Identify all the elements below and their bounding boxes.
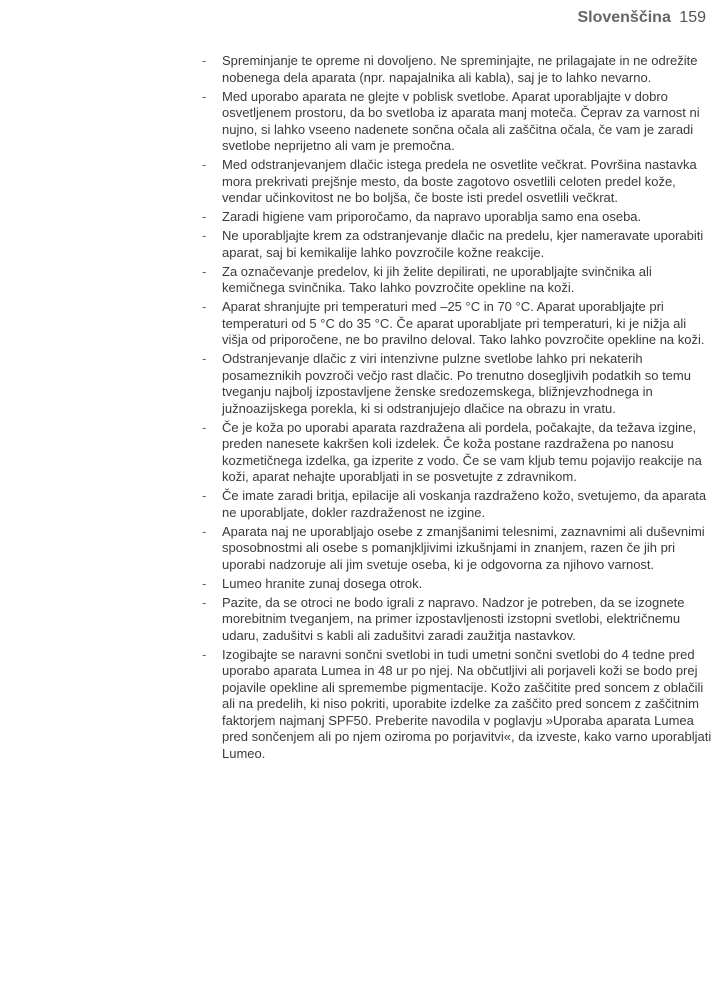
bullet: -: [202, 523, 207, 539]
list-item-text: Odstranjevanje dlačic z viri intenzivne pulzne svetlobe lahko pri nekaterih posameznikih povzroči večjo rast dlačic. Po trenutno dosegljivih podatkih so temu tveganju najbolj izpostavljene ženske sredozemskega, bližnjevzhodnega in južnoazijskega porekla, ki si odstranjujejo dlačice na obrazu in vratu.: [222, 351, 691, 416]
list-item: [200, 264, 712, 297]
list-item: [200, 157, 712, 207]
list-item-text: Če imate zaradi britja, epilacije ali voskanja razdraženo kožo, svetujemo, da aparata ne uporabljate, dokler razdraženost ne izgine.: [222, 488, 707, 520]
list-item: [200, 576, 712, 593]
bullet: -: [202, 488, 207, 503]
bullet: -: [202, 157, 207, 172]
list-item-text: Spreminjanje te opreme ni dovoljeno. Ne spreminjajte, ne prilagajate in ne odrežite nobenega dela aparata (npr. napajalnika ali kabla), saj je to lahko nevarno.: [222, 53, 698, 85]
list-item: [200, 524, 712, 574]
language-title: Slovenščina: [577, 9, 671, 26]
list-item-text: Aparat shranjujte pri temperaturi med –25 °C in 70 °C. Aparat uporabljajte pri temperaturi od 5 °C do 35 °C. Če aparat uporabljate pri temperaturi, ki je nižja ali višja od priporočene, ne bo pravilno deloval. Tako lahko povzročite opekline na koži.: [222, 299, 705, 347]
page-number: 159: [679, 9, 706, 26]
bullet: -: [202, 646, 207, 662]
list-item-text: Pazite, da se otroci ne bodo igrali z napravo. Nadzor je potreben, da se izognete morebitnim tveganjem, na primer izpostavljenosti izstopni svetlobi, električnemu udaru, zadušitvi s kabli ali zadušitvi zaradi zaužitja nastavkov.: [222, 594, 685, 643]
page-header: [577, 9, 706, 27]
list-item-text: Med uporabo aparata ne glejte v poblisk svetlobe. Aparat uporabljajte v dobro osvetljenem prostoru, da bo svetloba iz aparata manj moteča. Čeprav za varnost ni nujno, si lahko vseeno nadenete sončna očala ali zaščitna očala, če vam je zaradi svetlobe neprijetno ali vam je premočna.: [222, 88, 700, 153]
list-item-text: Zaradi higiene vam priporočamo, da napravo uporablja samo ena oseba.: [222, 209, 642, 224]
list-item-text: Lumeo hranite zunaj dosega otrok.: [222, 575, 423, 591]
list-item: [200, 228, 712, 261]
list-item: [200, 299, 712, 349]
bullet: -: [202, 299, 207, 314]
bullet: -: [202, 351, 207, 366]
list-item: [200, 351, 712, 417]
bullet: -: [202, 263, 207, 279]
list-item-text: Aparata naj ne uporabljajo osebe z zmanjšanimi telesnimi, zaznavnimi ali duševnimi sposobnostmi ali osebe s pomanjkljivimi izkušnjami in znanjem, razen če jih pri uporabi nadzoruje ali jim svetuje oseba, ki je odgovorna za njihovo varnost.: [222, 523, 705, 572]
list-item: [200, 53, 712, 86]
list-item: [200, 420, 712, 486]
list-item-text: Če je koža po uporabi aparata razdražena ali pordela, počakajte, da težava izgine, preden nanesete kakršen koli izdelek. Če koža postane razdražena po nanosu kozmetičnega izdelka, ga izperite z vodo. Če se vam kljub temu pojavijo reakcije na koži, aparat nehajte uporabljati in se posvetujte z zdravnikom.: [222, 419, 702, 484]
list-item: [200, 209, 712, 226]
list-item-text: Za označevanje predelov, ki jih želite depilirati, ne uporabljajte svinčnika ali kemičnega svinčnika. Tako lahko povzročite opekline na koži.: [222, 263, 652, 295]
list-item: [200, 488, 712, 521]
bullet: -: [202, 53, 207, 68]
list-item-text: Med odstranjevanjem dlačic istega predela ne osvetlite večkrat. Površina nastavka mora prekrivati prejšnje mesto, da boste zagotovo osvetlili celoten predel kože, vendar učinkovitost ne bo boljša, če boste isti predel osvetlili večkrat.: [222, 157, 697, 205]
list-item: [200, 89, 712, 155]
bullet: -: [202, 419, 207, 435]
list-item: [200, 647, 712, 763]
safety-list: [200, 53, 712, 765]
bullet: -: [202, 228, 207, 243]
bullet: -: [202, 594, 207, 610]
bullet: -: [202, 88, 207, 104]
list-item-text: Izogibajte se naravni sončni svetlobi in tudi umetni sončni svetlobi do 4 tedne pred uporabo aparata Lumea in 48 ur po njej. Na občutljivi ali porjaveli koži se bodo prej pojavile opekline ali spremembe pigmentacije. Kožo zaščitite pred soncem z oblačili ali na predelih, ki niso pokriti, uporabite izdelke za zaščito pred soncem z zaščitnim faktorjem najmanj SPF50. Preberite navodila v poglavju »Uporaba aparata Lumea pred sončenjem ali po njem oziroma po porjavitvi«, da izveste, kako varno uporabljati Lumeo.: [222, 646, 712, 761]
bullet: -: [202, 209, 207, 224]
bullet: -: [202, 575, 207, 591]
list-item: [200, 595, 712, 645]
list-item-text: Ne uporabljajte krem za odstranjevanje dlačic na predelu, kjer nameravate uporabiti aparat, saj bi kemikalije lahko povzročile kožne reakcije.: [222, 228, 704, 260]
